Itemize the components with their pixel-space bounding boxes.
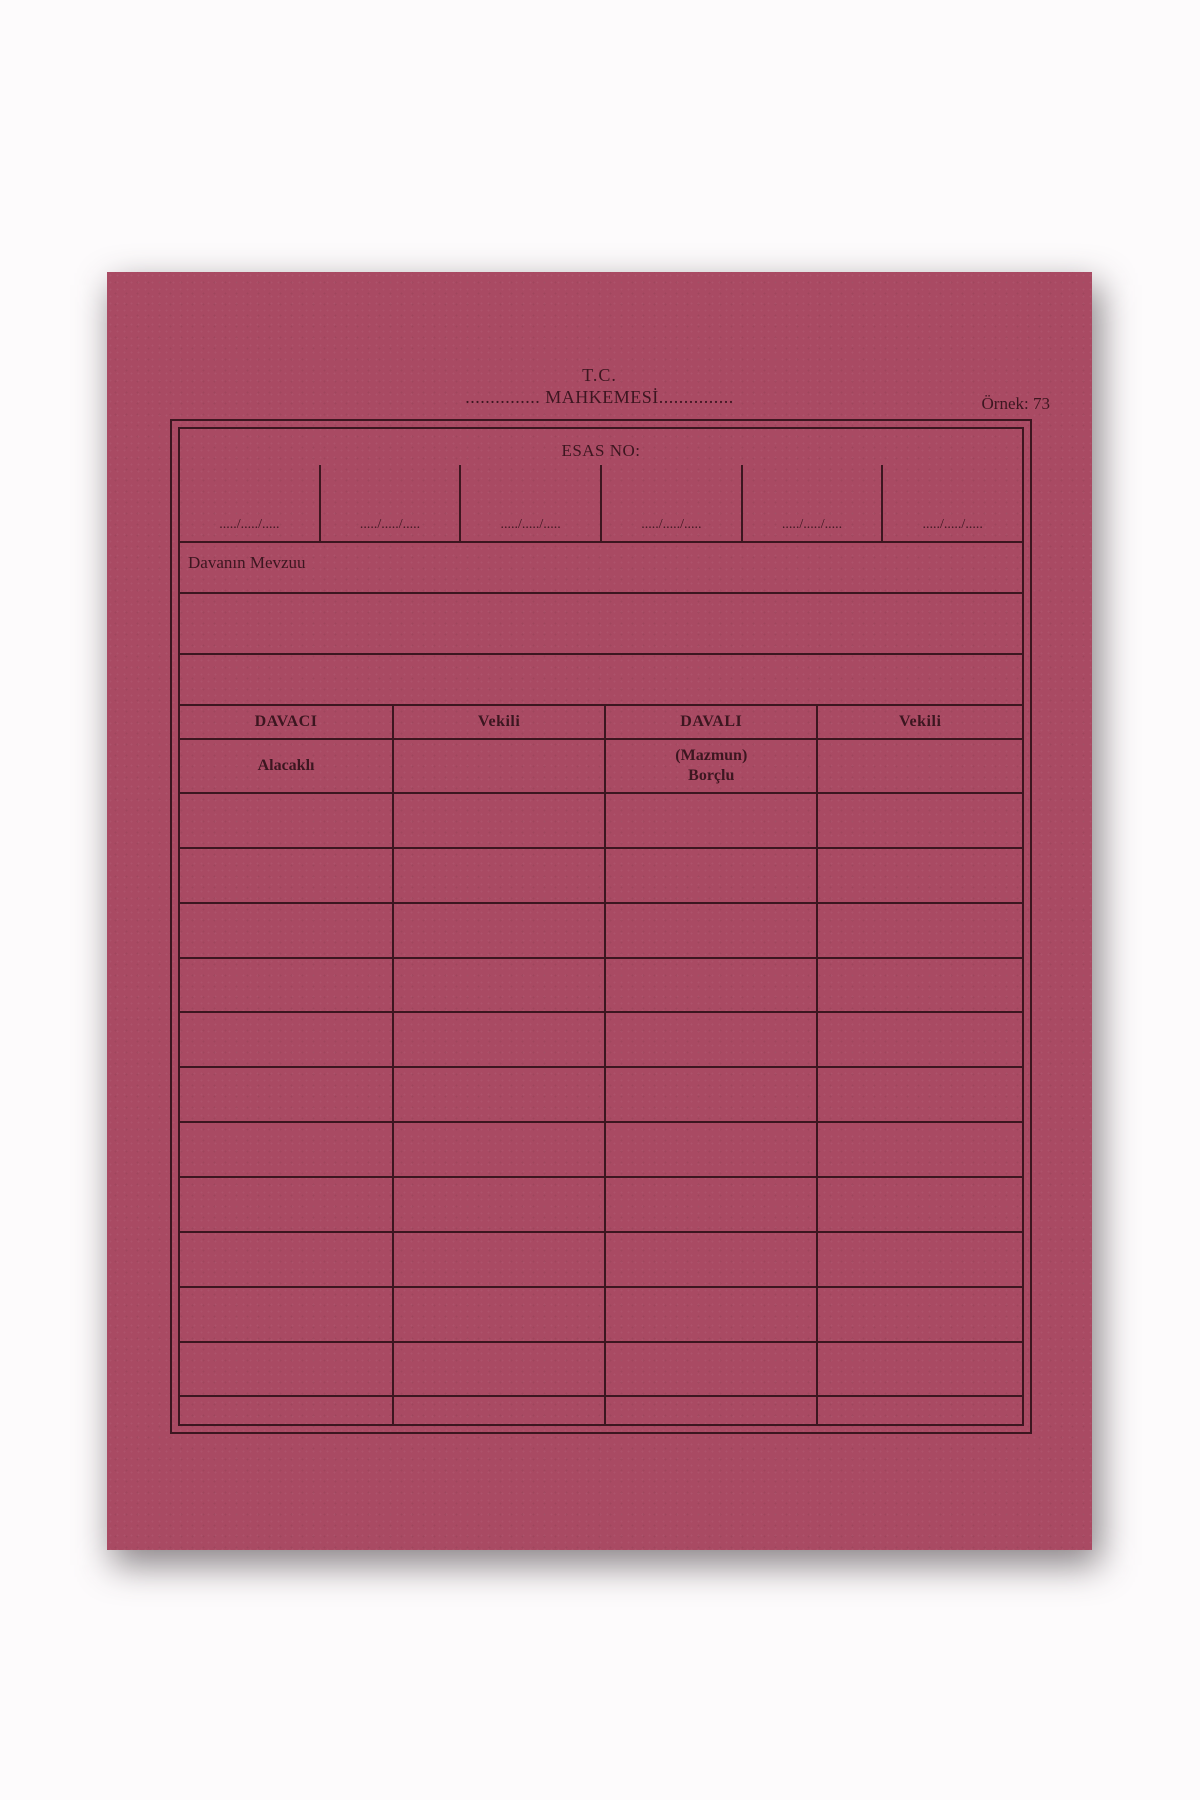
table-cell [393, 958, 605, 1013]
table-row [180, 958, 1022, 1013]
table-row [180, 1342, 1022, 1397]
table-cell [393, 1396, 605, 1424]
table-cell [180, 958, 393, 1013]
table-row [180, 793, 1022, 848]
table-cell [817, 1342, 1022, 1397]
table-cell [393, 1177, 605, 1232]
esas-slot-dots: ...../...../..... [781, 517, 843, 532]
table-cell [180, 1232, 393, 1287]
table-cell [817, 1177, 1022, 1232]
table-cell [605, 1396, 817, 1424]
table-cell [605, 1177, 817, 1232]
table-cell [180, 1287, 393, 1342]
table-header-row [180, 705, 1022, 739]
table-cell [817, 848, 1022, 903]
esas-slot [461, 465, 602, 541]
table-cell [605, 1122, 817, 1177]
esas-slot [321, 465, 462, 541]
table-row [180, 1396, 1022, 1424]
table-cell [817, 1287, 1022, 1342]
table-row [180, 1232, 1022, 1287]
esas-slot-dots: ...../...../..... [219, 517, 280, 532]
divider-line [180, 653, 1022, 655]
esas-slot-dots: ...../...../..... [922, 517, 983, 532]
table-cell [605, 958, 817, 1013]
table-row [180, 1287, 1022, 1342]
esas-slot-dots: ...../...../..... [359, 517, 421, 532]
table-cell [393, 848, 605, 903]
table-cell [817, 739, 1022, 793]
form-number: Örnek: 73 [981, 394, 1050, 413]
subheader-borclu-text: Borçlu [688, 767, 735, 784]
table-cell [393, 1122, 605, 1177]
esas-slot-dots: ...../...../..... [641, 517, 702, 532]
table-cell [180, 1177, 393, 1232]
table-cell [180, 1396, 393, 1424]
table-cell [180, 1342, 393, 1397]
table-cell [605, 1012, 817, 1067]
table-cell [393, 903, 605, 958]
table-cell [817, 903, 1022, 958]
table-cell [180, 1067, 393, 1122]
table-row [180, 903, 1022, 958]
table-cell [393, 739, 605, 793]
case-file-folder [107, 272, 1092, 1550]
header-davali: DAVALI [605, 705, 817, 739]
esas-slot-dots: ...../...../..... [500, 517, 561, 532]
table-cell [605, 1342, 817, 1397]
table-cell [605, 1287, 817, 1342]
esas-slot [883, 465, 1022, 541]
davanin-mevzuu-label: Davanın Mevzuu [188, 553, 306, 572]
divider-line [180, 541, 1022, 543]
form-inner-frame [178, 427, 1024, 1426]
tc-heading: T.C. [582, 365, 617, 385]
table-cell [180, 1122, 393, 1177]
header-davaci: DAVACI [180, 705, 393, 739]
table-cell [180, 848, 393, 903]
table-cell [393, 793, 605, 848]
table-cell [393, 1287, 605, 1342]
table-row [180, 848, 1022, 903]
esas-slot [180, 465, 321, 541]
table-cell [817, 958, 1022, 1013]
subheader-alacakli: Alacaklı [180, 739, 393, 793]
esas-no-label: ESAS NO: [561, 441, 641, 460]
parties-table [180, 704, 1022, 1424]
esas-no-row [180, 465, 1022, 541]
table-cell [393, 1067, 605, 1122]
table-row [180, 1122, 1022, 1177]
table-cell [817, 1396, 1022, 1424]
table-cell [817, 1012, 1022, 1067]
header-vekili-1: Vekili [393, 705, 605, 739]
form-outer-frame [170, 419, 1032, 1434]
table-subheader-row [180, 739, 1022, 793]
table-cell [605, 1067, 817, 1122]
table-row [180, 1177, 1022, 1232]
court-name-heading: ............... MAHKEMESİ............... [465, 387, 734, 407]
subheader-mazmun: (Mazmun) [675, 747, 748, 764]
table-cell [605, 1232, 817, 1287]
table-cell [817, 793, 1022, 848]
divider-line [180, 592, 1022, 594]
subheader-borclu [605, 739, 817, 793]
table-cell [605, 848, 817, 903]
table-cell [817, 1067, 1022, 1122]
table-row [180, 1012, 1022, 1067]
table-cell [605, 903, 817, 958]
table-cell [180, 793, 393, 848]
esas-slot [743, 465, 884, 541]
table-cell [180, 1012, 393, 1067]
table-cell [393, 1012, 605, 1067]
table-cell [817, 1232, 1022, 1287]
table-cell [393, 1342, 605, 1397]
table-row [180, 1067, 1022, 1122]
table-cell [605, 793, 817, 848]
table-cell [817, 1122, 1022, 1177]
table-cell [180, 903, 393, 958]
table-cell [393, 1232, 605, 1287]
esas-slot [602, 465, 743, 541]
header-vekili-2: Vekili [817, 705, 1022, 739]
